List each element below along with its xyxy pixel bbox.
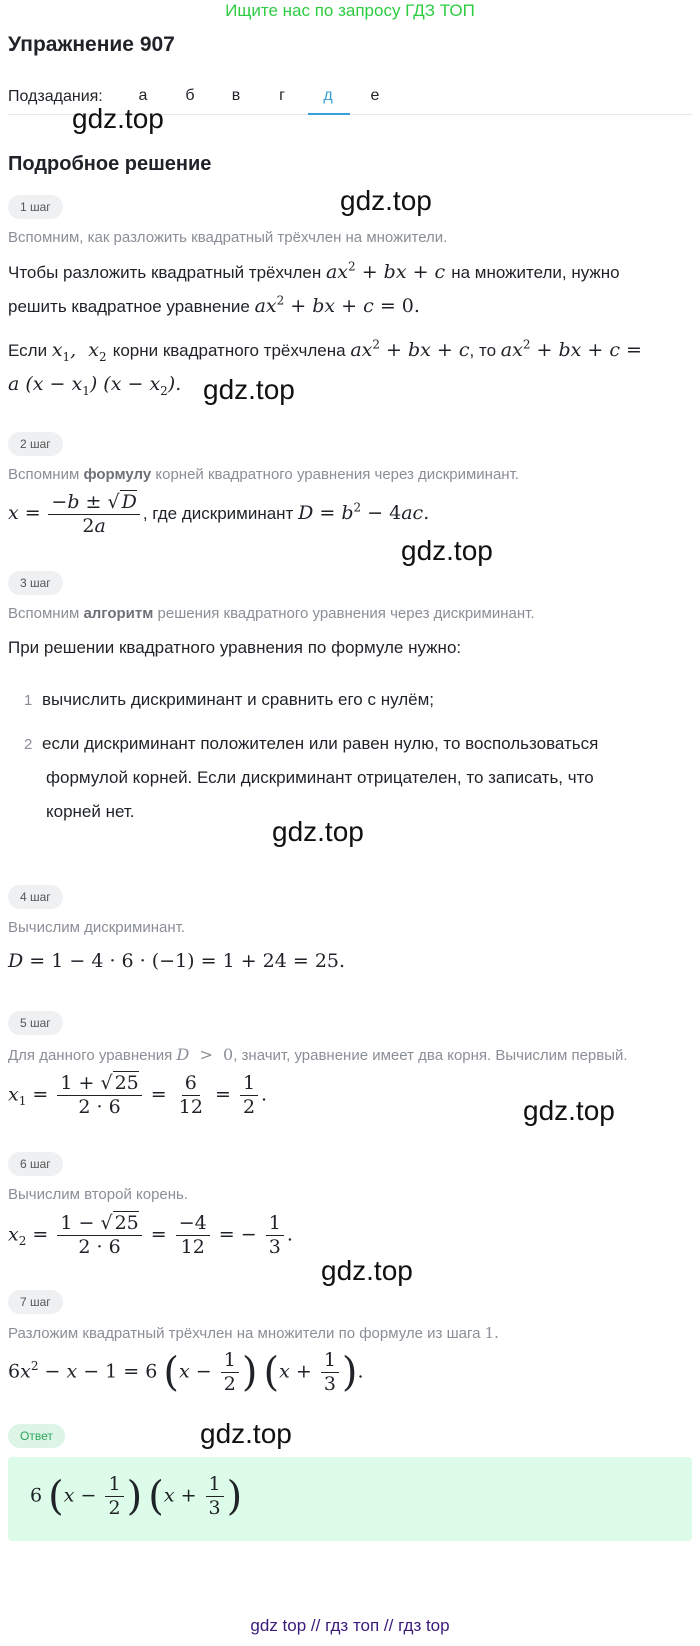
- step-badge: 2 шаг: [8, 432, 63, 456]
- promo-banner[interactable]: Ищите нас по запросу ГДЗ ТОП: [225, 1, 475, 20]
- subtasks-label: Подзадания:: [8, 88, 103, 105]
- watermark: gdz.top: [203, 374, 295, 405]
- step-badge: 6 шаг: [8, 1152, 63, 1176]
- formula: $6x^2 - x - 1 = 6$ (x − $\frac{1}{2}$ ) (x + $\frac{1}{3}$ ).: [8, 1349, 364, 1396]
- watermark: gdz.top: [321, 1255, 413, 1286]
- page-title: Упражнение 907: [8, 33, 175, 56]
- step-badge: 3 шаг: [8, 571, 63, 595]
- step-text: решить квадратное уравнение $ax^2$ + bx + c = 0.: [8, 293, 420, 317]
- formula: $x_1$ = $\frac{1 + √ 25}{2 \cdot 6}$ = $\frac{6}{12}$ = $\frac{1}{2}$ .: [8, 1072, 268, 1118]
- tab-subtask-g[interactable]: г: [279, 87, 285, 104]
- tab-subtask-e[interactable]: е: [370, 87, 380, 104]
- step-badge: 1 шаг: [8, 195, 63, 219]
- watermark: gdz.top: [272, 816, 364, 847]
- tab-subtask-a[interactable]: а: [138, 87, 148, 104]
- step-hint: Вычислим дискриминант.: [8, 919, 185, 936]
- step-badge: 7 шаг: [8, 1290, 63, 1314]
- step-hint: Разложим квадратный трёхчлен на множители по формуле из шага 1.: [8, 1324, 499, 1342]
- tab-subtask-d[interactable]: д: [323, 87, 333, 104]
- step-text: x = $\frac{-b \pm √ D}{2a}$ , где дискриминант $D = b^2 - 4ac$.: [8, 491, 430, 537]
- step-hint: Для данного уравнения D > 0, значит, уравнение имеет два корня. Вычислим первый.: [8, 1045, 628, 1064]
- step-text: При решении квадратного уравнения по формуле нужно:: [8, 638, 462, 657]
- formula: D = 1 − 4 · 6 · (−1) = 1 + 24 = 25.: [8, 950, 346, 972]
- watermark: gdz.top: [401, 535, 493, 566]
- footer-links[interactable]: gdz top // гдз топ // гдз top: [250, 1616, 450, 1635]
- formula: $x_2$ = $\frac{1 - √ 25}{2 \cdot 6}$ = $\frac{-4}{12}$ = − $\frac{1}{3}$ .: [8, 1212, 293, 1258]
- section-title: Подробное решение: [8, 153, 212, 175]
- tab-subtask-v[interactable]: в: [231, 87, 241, 104]
- step-text: Чтобы разложить квадратный трёхчлен $ax^2$ + bx + c на множители, нужно: [8, 259, 620, 283]
- tab-subtask-b[interactable]: б: [185, 87, 195, 104]
- step-hint: Вспомним формулу корней квадратного уравнения через дискриминант.: [8, 466, 519, 483]
- watermark: gdz.top: [340, 185, 432, 216]
- list-item: вычислить дискриминант и сравнить его с нулём;: [42, 690, 435, 709]
- list-item: корней нет.: [46, 802, 135, 821]
- active-tab-indicator: [308, 113, 350, 115]
- watermark: gdz.top: [523, 1095, 615, 1126]
- step-text: Если $x_1$, $x_2$ корни квадратного трёхчлена $ax^2$ + bx + c, то $ax^2$ + bx + c =: [8, 337, 642, 364]
- step-badge: 4 шаг: [8, 885, 63, 909]
- list-number: 2: [24, 736, 33, 753]
- formula: a $(x - x_1)$ $(x - x_2)$.: [8, 373, 182, 398]
- list-number: 1: [24, 692, 33, 709]
- answer-formula: 6 (x − $\frac{1}{2}$ ) (x + $\frac{1}{3}$ ): [30, 1473, 243, 1520]
- step-hint: Вычислим второй корень.: [8, 1186, 189, 1203]
- list-item: если дискриминант положителен или равен нулю, то воспользоваться: [42, 734, 599, 753]
- step-badge: 5 шаг: [8, 1011, 63, 1035]
- step-hint: Вспомним, как разложить квадратный трёхчлен на множители.: [8, 229, 448, 246]
- watermark: gdz.top: [200, 1418, 292, 1449]
- step-hint: Вспомним алгоритм решения квадратного уравнения через дискриминант.: [8, 605, 535, 622]
- answer-badge: Ответ: [8, 1424, 65, 1448]
- watermark: gdz.top: [72, 103, 164, 134]
- list-item: формулой корней. Если дискриминант отрицателен, то записать, что: [46, 768, 594, 787]
